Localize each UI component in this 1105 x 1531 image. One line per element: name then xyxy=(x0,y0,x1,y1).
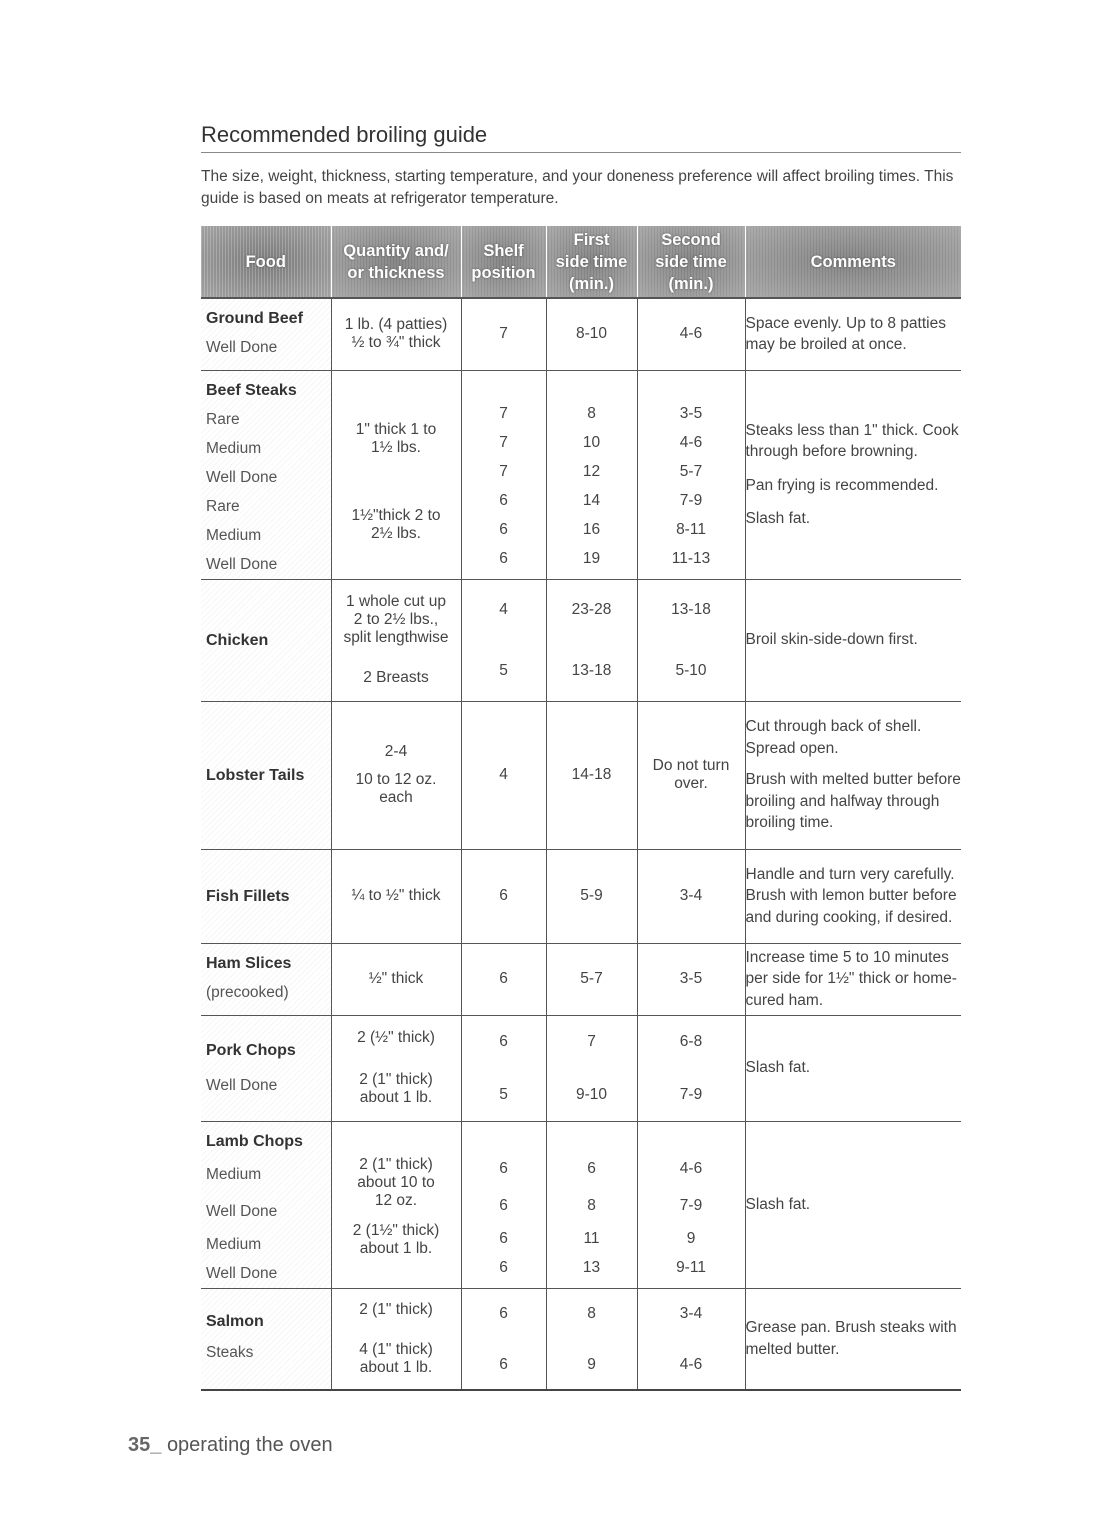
food-cell: Chicken xyxy=(201,579,331,701)
first-side-cell: 23-28 13-18 xyxy=(546,579,637,701)
table-row xyxy=(201,579,961,701)
table-row xyxy=(201,1121,961,1288)
food-cell: Pork Chops Well Done xyxy=(201,1015,331,1121)
page-title: Recommended broiling guide xyxy=(201,122,961,153)
shelf-cell: 6 6 6 6 xyxy=(461,1121,546,1288)
shelf-cell: 6 xyxy=(461,943,546,1015)
comment-cell: Slash fat. xyxy=(745,1121,961,1288)
food-cell: Lobster Tails xyxy=(201,701,331,849)
header-row xyxy=(201,226,961,298)
header-first-side: First side time (min.) xyxy=(546,226,637,298)
first-side-cell: 8 9 xyxy=(546,1288,637,1390)
second-side-cell: 4-6 xyxy=(637,298,745,370)
shelf-cell: 7 xyxy=(461,298,546,370)
second-side-cell: 6-8 7-9 xyxy=(637,1015,745,1121)
second-side-cell: 13-18 5-10 xyxy=(637,579,745,701)
intro-paragraph: The size, weight, thickness, starting temperature, and your doneness preference will affect broiling times. This guide is based on meats at refrigerator temperature. xyxy=(201,168,954,207)
second-side-cell: Do not turn over. xyxy=(637,701,745,849)
shelf-cell: 7 7 7 6 6 6 xyxy=(461,370,546,579)
food-cell: Beef Steaks Rare Medium Well Done Rare Medium Well Done xyxy=(201,370,331,579)
comment-cell: Space evenly. Up to 8 patties may be broiled at once. xyxy=(745,298,961,370)
second-side-cell: 3-4 4-6 xyxy=(637,1288,745,1390)
quantity-cell: 1 lb. (4 patties) ½ to ¾" thick xyxy=(331,298,461,370)
table-row xyxy=(201,943,961,1015)
header-food: Food xyxy=(201,226,331,298)
comment-cell: Handle and turn very carefully. Brush with lemon butter before and during cooking, if desired. xyxy=(745,849,961,943)
header-second-side: Second side time (min.) xyxy=(637,226,745,298)
table-row xyxy=(201,1015,961,1121)
shelf-cell: 4 5 xyxy=(461,579,546,701)
first-side-cell: 8-10 xyxy=(546,298,637,370)
table-row xyxy=(201,1288,961,1390)
header-shelf: Shelf position xyxy=(461,226,546,298)
shelf-cell: 6 6 xyxy=(461,1288,546,1390)
comment-cell: Slash fat. xyxy=(745,1015,961,1121)
first-side-cell: 8 10 12 14 16 19 xyxy=(546,370,637,579)
table-row xyxy=(201,701,961,849)
food-cell: Ham Slices (precooked) xyxy=(201,943,331,1015)
first-side-cell: 6 8 11 13 xyxy=(546,1121,637,1288)
quantity-cell: 2 (1" thick) about 10 to 12 oz. 2 (1½" thick) about 1 lb. xyxy=(331,1121,461,1288)
comment-cell: Cut through back of shell. Spread open. Brush with melted butter before broiling and halfway through broiling time. xyxy=(745,701,961,849)
comment-cell: Steaks less than 1" thick. Cook through before browning. Pan frying is recommended. Slash fat. xyxy=(745,370,961,579)
broiling-guide-table xyxy=(201,226,961,1391)
first-side-cell: 5-7 xyxy=(546,943,637,1015)
food-cell: Fish Fillets xyxy=(201,849,331,943)
section-name: operating the oven xyxy=(166,1434,333,1456)
first-side-cell: 7 9-10 xyxy=(546,1015,637,1121)
page-number: 35_ xyxy=(128,1434,162,1456)
shelf-cell: 6 xyxy=(461,849,546,943)
second-side-cell: 4-6 7-9 9 9-11 xyxy=(637,1121,745,1288)
comment-cell: Broil skin-side-down first. xyxy=(745,579,961,701)
shelf-cell: 4 xyxy=(461,701,546,849)
quantity-cell: 1 whole cut up 2 to 2½ lbs., split lengthwise 2 Breasts xyxy=(331,579,461,701)
second-side-cell: 3-4 xyxy=(637,849,745,943)
second-side-cell: 3-5 4-6 5-7 7-9 8-11 11-13 xyxy=(637,370,745,579)
second-side-cell: 3-5 xyxy=(637,943,745,1015)
shelf-cell: 6 5 xyxy=(461,1015,546,1121)
food-cell: Lamb Chops Medium Well Done Medium Well Done xyxy=(201,1121,331,1288)
food-cell: Ground Beef Well Done xyxy=(201,298,331,370)
first-side-cell: 5-9 xyxy=(546,849,637,943)
header-comments: Comments xyxy=(745,226,961,298)
first-side-cell: 14-18 xyxy=(546,701,637,849)
quantity-cell: 2-4 10 to 12 oz. each xyxy=(331,701,461,849)
quantity-cell: ½" thick xyxy=(331,943,461,1015)
comment-cell: Increase time 5 to 10 minutes per side for 1½" thick or home-cured ham. xyxy=(745,943,961,1015)
quantity-cell: 2 (½" thick) 2 (1" thick) about 1 lb. xyxy=(331,1015,461,1121)
quantity-cell: 1" thick 1 to 1½ lbs. 1½"thick 2 to 2½ lbs. xyxy=(331,370,461,579)
quantity-cell: ¼ to ½" thick xyxy=(331,849,461,943)
comment-cell: Grease pan. Brush steaks with melted butter. xyxy=(745,1288,961,1390)
table-row xyxy=(201,849,961,943)
header-quantity: Quantity and/ or thickness xyxy=(331,226,461,298)
page-footer xyxy=(128,1434,333,1457)
table-row xyxy=(201,298,961,370)
food-cell: Salmon Steaks xyxy=(201,1288,331,1390)
quantity-cell: 2 (1" thick) 4 (1" thick) about 1 lb. xyxy=(331,1288,461,1390)
table-row xyxy=(201,370,961,579)
